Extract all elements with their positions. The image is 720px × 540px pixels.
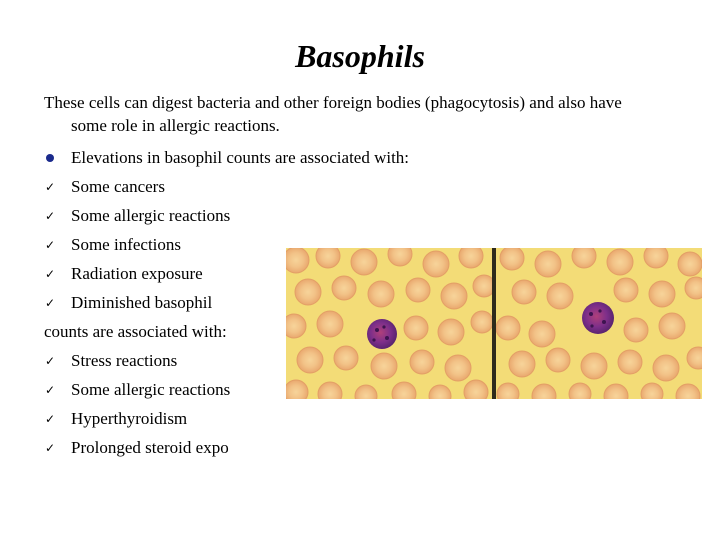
- check-item-text: Radiation exposure: [71, 264, 203, 283]
- check-item-text: Hyperthyroidism: [71, 409, 188, 428]
- basophil-cell-left: [367, 319, 397, 349]
- check-mark-icon: ✓: [45, 180, 56, 194]
- panel-divider: [492, 248, 496, 399]
- check-item-text: Some allergic reactions: [71, 206, 231, 225]
- check-item: [44, 172, 644, 201]
- check-item: [44, 404, 644, 433]
- check-mark-icon: ✓: [45, 441, 56, 455]
- bullet-dot-icon: [46, 154, 54, 162]
- check-item-text: Prolonged steroid expo: [71, 438, 229, 457]
- diminished-heading: counts are associated with:: [44, 322, 227, 341]
- bullet-item: [44, 143, 644, 172]
- intro-paragraph: These cells can digest bacteria and other foreign bodies (phagocytosis) and also have some role in allergic reactions.: [44, 93, 622, 135]
- check-mark-icon: ✓: [45, 209, 56, 223]
- slide-title: Basophils: [295, 38, 425, 74]
- check-mark-icon: ✓: [45, 267, 56, 281]
- check-mark-icon: ✓: [45, 412, 56, 426]
- check-item-text: Some allergic reactions: [71, 380, 231, 399]
- check-mark-icon: ✓: [45, 238, 56, 252]
- check-item: [44, 201, 644, 230]
- basophil-cell-right: [582, 302, 614, 334]
- check-item-text: Some infections: [71, 235, 182, 254]
- check-item-text: Some cancers: [71, 177, 165, 196]
- check-mark-icon: ✓: [45, 354, 56, 368]
- basophil-micrograph: [286, 248, 702, 399]
- check-item-text: Stress reactions: [71, 351, 178, 370]
- bullet-heading-text: Elevations in basophil counts are associated with:: [71, 148, 410, 167]
- check-mark-icon: ✓: [45, 383, 56, 397]
- check-mark-icon: ✓: [45, 296, 56, 310]
- micrograph-image: [286, 248, 702, 399]
- check-item: [44, 433, 644, 462]
- check-item-text: Diminished basophil: [71, 293, 213, 312]
